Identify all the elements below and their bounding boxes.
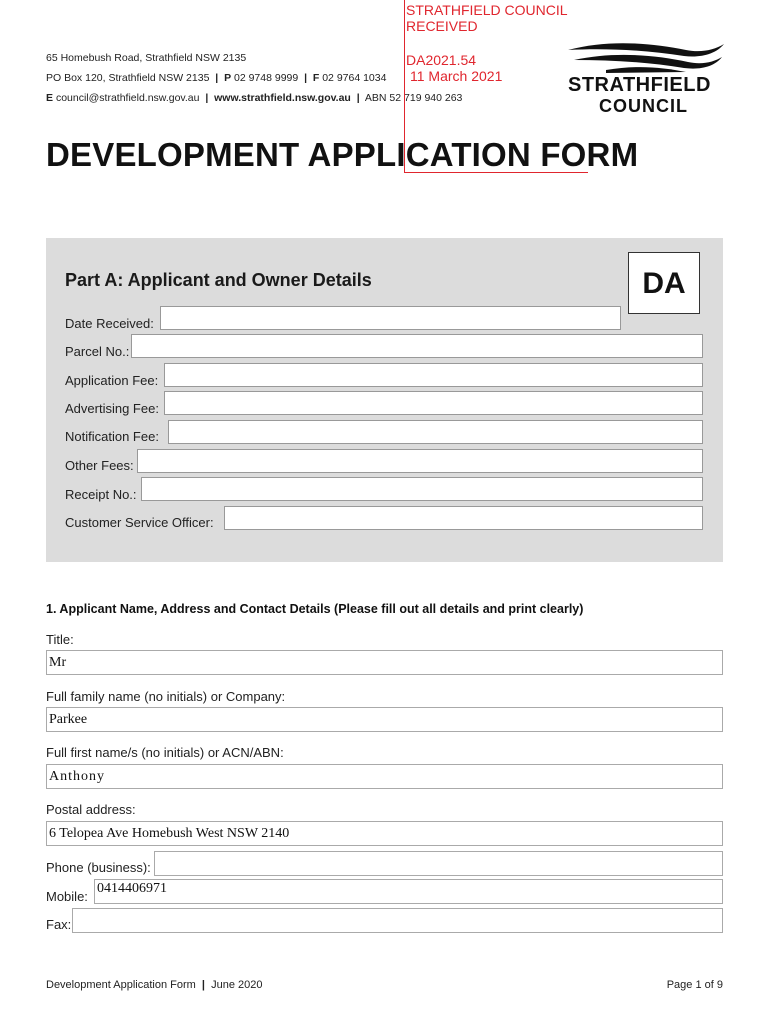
phone-business-label: Phone (business): (46, 860, 151, 875)
fax-label: Fax: (46, 917, 72, 932)
stamp-line1: STRATHFIELD COUNCIL (406, 2, 568, 18)
advertising-fee-field[interactable] (164, 391, 703, 415)
stamp-line2: RECEIVED (406, 18, 478, 34)
mobile-field[interactable]: 0414406971 (94, 879, 723, 904)
section-1-title: 1. Applicant Name, Address and Contact Details (Please fill out all details and print clearly) (46, 602, 584, 616)
notification-fee-label: Notification Fee: (65, 429, 159, 444)
da-badge: DA (628, 252, 700, 314)
application-fee-label: Application Fee: (65, 373, 159, 388)
phone-business-field[interactable] (154, 851, 723, 876)
footer-page-number: Page 1 of 9 (666, 979, 723, 991)
advertising-fee-label: Advertising Fee: (65, 401, 159, 416)
date-received-label: Date Received: (65, 316, 154, 331)
date-received-field[interactable] (160, 306, 621, 330)
part-a-title: Part A: Applicant and Owner Details (65, 270, 372, 290)
application-fee-field[interactable] (164, 363, 703, 387)
footer-form-name: Development Application Form (46, 979, 196, 991)
parcel-no-field[interactable] (131, 334, 703, 358)
page-title: DEVELOPMENT APPLICATION FORM (46, 136, 639, 173)
council-email[interactable]: council@strathfield.nsw.gov.au (55, 92, 200, 104)
first-name-label: Full first name/s (no initials) or ACN/ABN: (46, 745, 284, 760)
logo-text-line2: COUNCIL (599, 96, 688, 116)
stamp-reference: DA2021.54 (406, 52, 477, 68)
customer-service-officer-label: Customer Service Officer: (65, 515, 214, 530)
family-name-label: Full family name (no initials) or Company: (46, 689, 286, 704)
customer-service-officer-field[interactable] (224, 506, 703, 530)
family-name-field[interactable]: Parkee (46, 707, 723, 732)
council-contact-line: PO Box 120, Strathfield NSW 2135 | P 02 9748 9999 | F 02 9764 1034 (46, 72, 387, 84)
footer-form-info: Development Application Form | June 2020 (46, 979, 263, 991)
other-fees-field[interactable] (137, 449, 703, 473)
council-email-web-line: E council@strathfield.nsw.gov.au | www.strathfield.nsw.gov.au | ABN 52 719 940 263 (46, 92, 463, 104)
other-fees-label: Other Fees: (65, 458, 134, 473)
parcel-no-label: Parcel No.: (65, 344, 130, 359)
council-website[interactable]: www.strathfield.nsw.gov.au (214, 92, 351, 104)
postal-address-label: Postal address: (46, 802, 136, 817)
stamp-date: 11 March 2021 (410, 68, 503, 84)
mobile-label: Mobile: (46, 889, 88, 904)
title-field[interactable]: Mr (46, 650, 723, 675)
title-label: Title: (46, 632, 74, 647)
fax-field[interactable] (72, 908, 723, 933)
council-logo-icon (566, 40, 726, 74)
first-name-field[interactable]: Anthony (46, 764, 723, 789)
receipt-no-field[interactable] (141, 477, 703, 501)
notification-fee-field[interactable] (168, 420, 703, 444)
council-abn: ABN 52 719 940 263 (364, 92, 463, 104)
logo-text-line1: STRATHFIELD (568, 74, 711, 96)
footer-date: June 2020 (211, 979, 263, 991)
postal-address-field[interactable]: 6 Telopea Ave Homebush West NSW 2140 (46, 821, 723, 846)
receipt-no-label: Receipt No.: (65, 487, 137, 502)
council-address: 65 Homebush Road, Strathfield NSW 2135 (46, 52, 247, 64)
